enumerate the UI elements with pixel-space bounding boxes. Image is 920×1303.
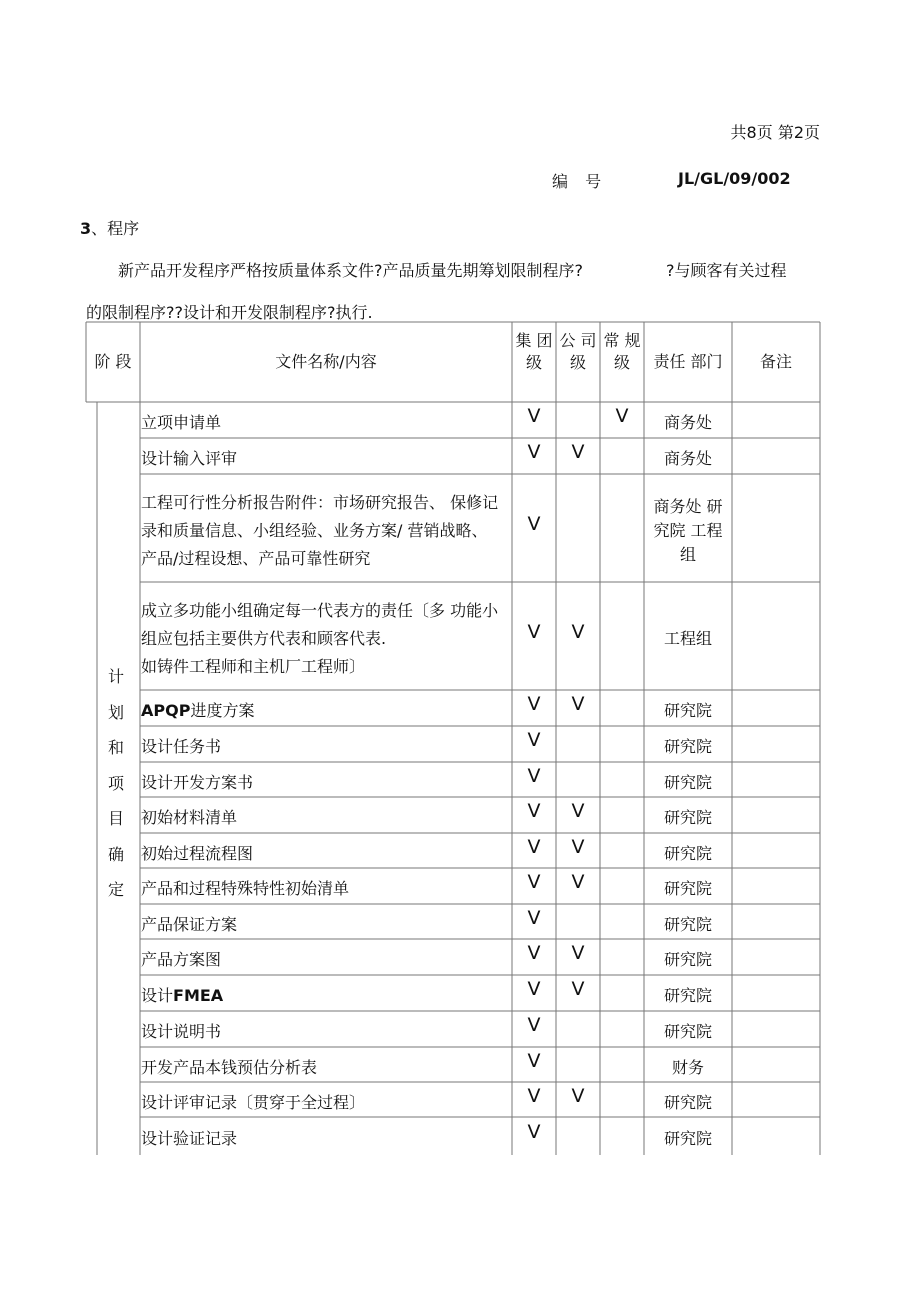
intro-line-1a: 新产品开发程序严格按质量体系文件?产品质量先期筹划限制程序?: [118, 261, 583, 280]
intro-line-2: 的限制程序??设计和开发限制程序?执行.: [86, 303, 373, 322]
doc-name-line: 初始材料清单: [141, 808, 238, 827]
group-level-check: V: [527, 693, 541, 715]
responsible-dept-cell: [644, 1091, 732, 1115]
doc-name-line: APQP进度方案: [141, 701, 255, 720]
doc-name-cell: [141, 1125, 509, 1153]
header-company-level: [556, 322, 600, 382]
doc-name-cell: [141, 946, 509, 974]
responsible-dept-cell: [644, 984, 732, 1008]
responsible-dept-line: 研究院: [663, 737, 712, 756]
responsible-dept-cell: [644, 735, 732, 759]
doc-name-line: 设计FMEA: [141, 986, 224, 1005]
group-level-check: V: [527, 764, 541, 787]
header-regular-line1: 常 规: [603, 331, 641, 350]
responsible-dept-cell: [644, 1056, 732, 1080]
responsible-dept-line: 研究院: [663, 914, 712, 934]
regular-level-check: V: [615, 405, 629, 427]
responsible-dept-line: 研究院: [663, 843, 712, 863]
responsible-dept-line: 商务处: [663, 413, 712, 432]
phase-char: 和: [107, 738, 124, 757]
doc-name-cell: [141, 769, 509, 797]
header-regular-level: [600, 322, 644, 382]
group-level-check: V: [527, 729, 541, 751]
section-title: 、程序: [91, 219, 140, 238]
responsible-dept-cell: [644, 1020, 732, 1044]
responsible-dept-cell: [644, 771, 732, 795]
doc-name-line: 如铸件工程师和主机厂工程师〕: [141, 657, 366, 676]
phase-char: 目: [107, 809, 124, 828]
doc-name-cell: [141, 733, 509, 761]
header-group-line1: 集 团: [515, 331, 553, 350]
responsible-dept-line: 研究院: [663, 772, 712, 792]
doc-name-line: 录和质量信息、小组经验、业务方案/ 营销战略、: [141, 521, 488, 540]
responsible-dept-line: 组: [679, 545, 696, 564]
group-level-check: V: [527, 441, 541, 463]
doc-name-cell: [141, 1018, 509, 1046]
responsible-dept-line: 商务处: [663, 449, 712, 468]
responsible-dept-line: 研究院: [663, 701, 712, 720]
responsible-dept-line: 研究院: [663, 1129, 712, 1148]
doc-number-label: 编 号: [552, 172, 608, 191]
doc-name-line: 开发产品本钱预估分析表: [141, 1057, 318, 1077]
group-level-check: V: [527, 1121, 541, 1143]
group-level-check: V: [527, 871, 541, 893]
group-level-check: V: [527, 405, 541, 427]
header-group-level: [512, 322, 556, 382]
intro-line-1b: ?与顾客有关过程: [666, 261, 787, 280]
doc-name-line: 设计评审记录〔贯穿于全过程〕: [141, 1092, 366, 1112]
responsible-dept-cell: [644, 495, 732, 567]
responsible-dept-line: 究院 工程: [653, 521, 723, 540]
doc-name-cell: [141, 804, 509, 832]
group-level-check: V: [527, 906, 541, 929]
responsible-dept-cell: [644, 699, 732, 723]
group-level-check: V: [527, 1014, 541, 1036]
responsible-dept-line: 研究院: [663, 879, 712, 898]
group-level-check: V: [527, 835, 541, 858]
header-responsible-dept: 责任 部门: [653, 352, 723, 371]
responsible-dept-cell: [644, 806, 732, 830]
header-remark: 备注: [759, 352, 792, 371]
responsible-dept-line: 研究院: [663, 950, 712, 969]
doc-name-cell: [141, 409, 509, 437]
doc-name-line: 立项申请单: [141, 413, 222, 432]
doc-name-line: 设计验证记录: [141, 1129, 238, 1148]
doc-name-cell: [141, 982, 509, 1010]
doc-name-line: 产品方案图: [141, 950, 222, 969]
group-level-check: V: [527, 1049, 541, 1072]
responsible-dept-cell: [644, 627, 732, 651]
responsible-dept-line: 财务: [671, 1057, 704, 1077]
doc-name-cell: [141, 1054, 509, 1082]
header-regular-line2: 级: [613, 353, 630, 372]
doc-name-line: 产品/过程设想、产品可靠性研究: [141, 549, 371, 568]
doc-name-cell: [141, 1089, 509, 1117]
company-level-check: V: [571, 800, 585, 822]
responsible-dept-cell: [644, 877, 732, 901]
phase-char: 项: [107, 773, 124, 793]
responsible-dept-cell: [644, 948, 732, 972]
doc-name-cell: [141, 489, 509, 573]
responsible-dept-cell: [644, 411, 732, 435]
doc-name-cell: [141, 875, 509, 903]
doc-name-cell: [141, 697, 509, 725]
phase-char: 确: [107, 844, 124, 864]
group-level-check: V: [527, 1084, 541, 1107]
doc-number-value: JL/GL/09/002: [678, 169, 791, 188]
doc-name-cell: [141, 840, 509, 868]
header-phase: 阶 段: [94, 352, 132, 371]
doc-name-line: 工程可行性分析报告附件：市场研究报告、 保修记: [141, 493, 499, 512]
responsible-dept-cell: [644, 913, 732, 937]
doc-name-cell: [141, 445, 509, 473]
company-level-check: V: [571, 942, 585, 964]
doc-name-line: 成立多功能小组确定每一代表方的责任〔多 功能小: [141, 601, 499, 620]
company-level-check: V: [571, 871, 585, 893]
header-doc-name: 文件名称/内容: [275, 352, 377, 371]
doc-name-line: 产品保证方案: [141, 914, 238, 934]
doc-name-line: 设计说明书: [141, 1022, 222, 1041]
responsible-dept-line: 研究院: [663, 1092, 712, 1112]
responsible-dept-cell: [644, 842, 732, 866]
group-level-check: V: [527, 513, 541, 535]
doc-name-line: 组应包括主要供方代表和顾客代表.: [141, 629, 387, 648]
doc-name-line: 初始过程流程图: [141, 843, 254, 863]
doc-name-line: 设计输入评审: [141, 449, 238, 468]
company-level-check: V: [571, 1084, 585, 1107]
responsible-dept-line: 商务处 研: [653, 497, 723, 516]
group-level-check: V: [527, 942, 541, 964]
company-level-check: V: [571, 621, 585, 643]
doc-name-line: 设计开发方案书: [141, 772, 254, 792]
phase-char: 划: [107, 702, 124, 722]
doc-name-cell: [141, 597, 509, 681]
page-info: 共8页 第2页: [730, 123, 820, 142]
header-group-line2: 级: [525, 353, 542, 372]
responsible-dept-line: 研究院: [663, 986, 712, 1005]
group-level-check: V: [527, 621, 541, 643]
phase-char: 定: [107, 880, 124, 899]
doc-name-line: 设计任务书: [141, 737, 222, 756]
company-level-check: V: [571, 835, 585, 858]
doc-name-cell: [141, 911, 509, 939]
responsible-dept-line: 研究院: [663, 1022, 712, 1041]
company-level-check: V: [571, 978, 585, 1000]
doc-name-line: 产品和过程特殊特性初始清单: [141, 879, 350, 898]
group-level-check: V: [527, 800, 541, 822]
header-company-line2: 级: [569, 353, 586, 372]
header-company-line1: 公 司: [559, 331, 597, 350]
responsible-dept-line: 工程组: [663, 629, 712, 648]
group-level-check: V: [527, 978, 541, 1000]
phase-char: 计: [107, 667, 124, 686]
responsible-dept-line: 研究院: [663, 808, 712, 827]
responsible-dept-cell: [644, 1127, 732, 1151]
section-number: 3: [80, 219, 92, 238]
company-level-check: V: [571, 441, 585, 463]
responsible-dept-cell: [644, 447, 732, 471]
company-level-check: V: [571, 693, 585, 715]
